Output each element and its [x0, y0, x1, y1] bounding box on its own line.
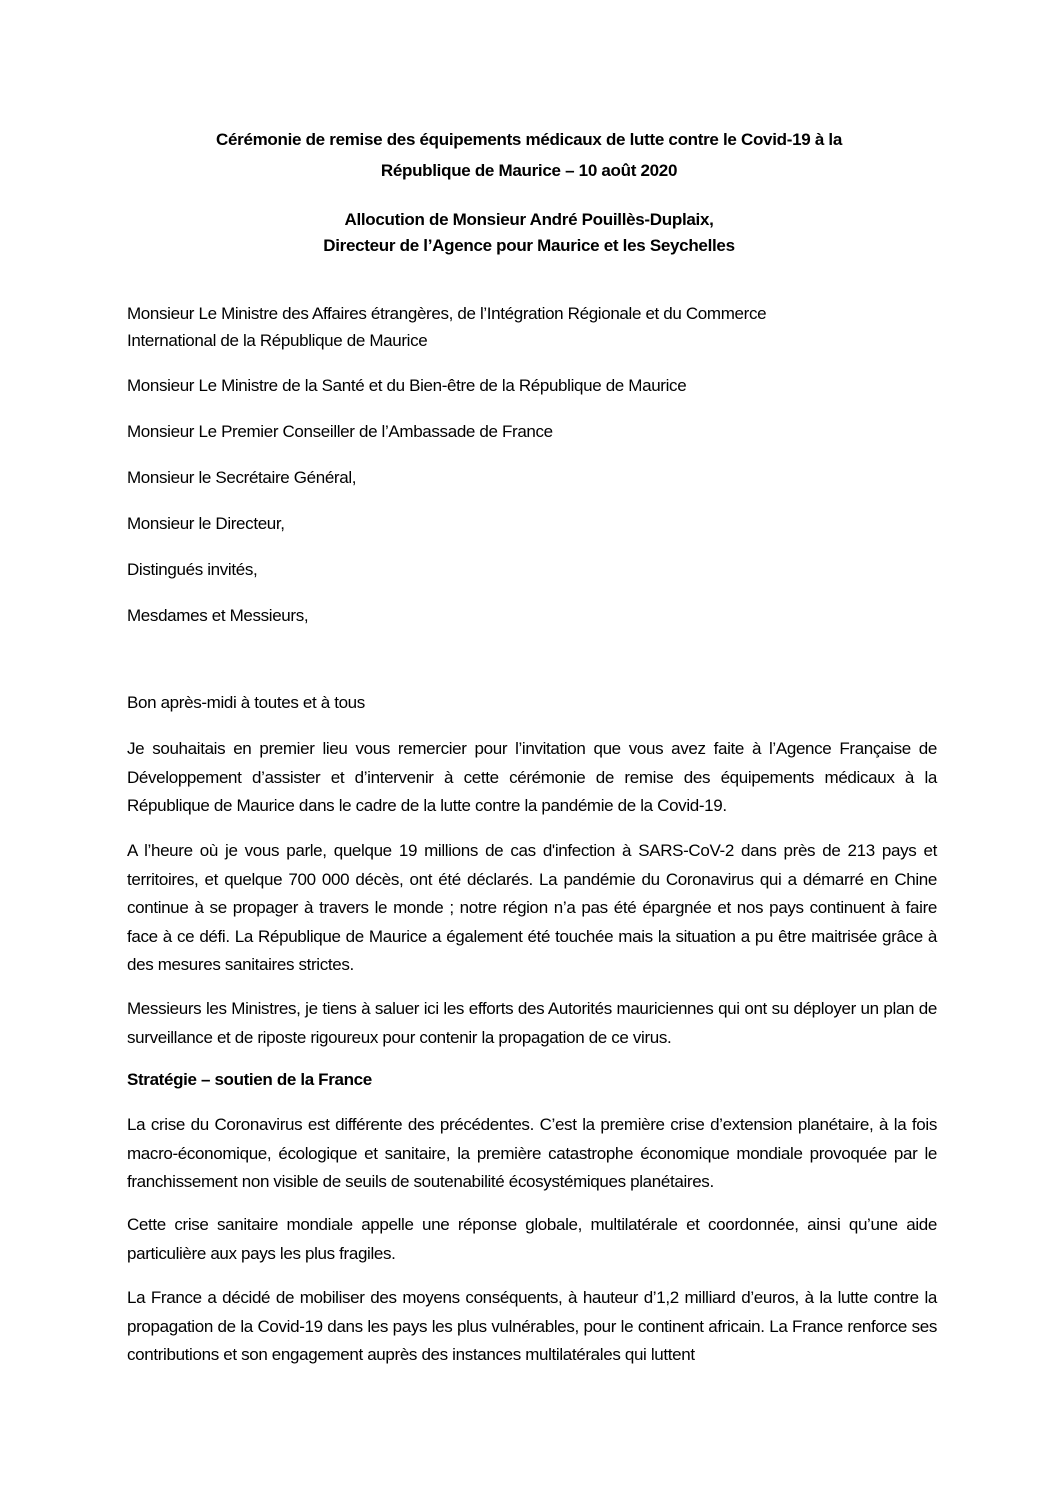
body-paragraph: A l’heure où je vous parle, quelque 19 millions de cas d'infection à SARS-CoV-2 dans près de 213 pays et territoires, et quelque 700 000 décès, ont été déclarés. La pandémie du Coronavirus qui a démarré en Chine continue à se propager à travers le monde ; notre région n’a pas été épargnée et nos pays continuent à faire face à ce défi. La République de Maurice a également été touchée mais la situation a pu être maitrisée grâce à des mesures sanitaires strictes. [127, 841, 937, 974]
body-paragraph: Je souhaitais en premier lieu vous remercier pour l’invitation que vous avez faite à l’Agence Française de Développement d’assister et d’intervenir à cette cérémonie de remise des équipements médicaux à la République de Maurice dans le cadre de la lutte contre la pandémie de la Covid-19. [127, 739, 937, 815]
document-title-line-2: République de Maurice – 10 août 2020 [380, 161, 678, 180]
salutation-line: Mesdames et Messieurs, [127, 606, 309, 625]
document-title-line-1: Cérémonie de remise des équipements médicaux de lutte contre le Covid-19 à la [216, 130, 842, 149]
salutation-line: Monsieur le Secrétaire Général, [127, 468, 357, 487]
speaker-role-line: Directeur de l’Agence pour Maurice et les Seychelles [323, 236, 735, 255]
salutation-line: International de la République de Maurice [127, 331, 428, 350]
salutation-line: Monsieur le Directeur, [127, 514, 285, 533]
body-paragraph: La France a décidé de mobiliser des moyens conséquents, à hauteur d’1,2 milliard d’euros, à la lutte contre la propagation de la Covid-19 dans les pays les plus vulnérables, pour le continent africain. La France renforce ses contributions et son engagement auprès des instances multilatérales qui luttent [127, 1288, 937, 1364]
body-paragraph: La crise du Coronavirus est différente des précédentes. C’est la première crise d’extension planétaire, à la fois macro-économique, écologique et sanitaire, la première catastrophe économique mondiale provoquée par le franchissement non visible de seuils de soutenabilité écosystémiques planétaires. [127, 1115, 937, 1191]
body-paragraph: Cette crise sanitaire mondiale appelle une réponse globale, multilatérale et coordonnée, ainsi qu’une aide particulière aux pays les plus fragiles. [127, 1215, 937, 1263]
salutation-line: Distingués invités, [127, 560, 258, 579]
section-heading: Stratégie – soutien de la France [127, 1070, 372, 1089]
speaker-line: Allocution de Monsieur André Pouillès-Duplaix, [344, 210, 714, 229]
salutation-line: Monsieur Le Ministre des Affaires étrangères, de l’Intégration Régionale et du Commerce [127, 304, 767, 323]
body-paragraph: Messieurs les Ministres, je tiens à saluer ici les efforts des Autorités mauriciennes qui ont su déployer un plan de surveillance et de riposte rigoureux pour contenir la propagation de ce virus. [127, 999, 937, 1047]
salutation-line: Monsieur Le Premier Conseiller de l’Ambassade de France [127, 422, 553, 441]
salutation-line: Monsieur Le Ministre de la Santé et du Bien-être de la République de Maurice [127, 376, 687, 395]
greeting: Bon après-midi à toutes et à tous [127, 693, 365, 712]
